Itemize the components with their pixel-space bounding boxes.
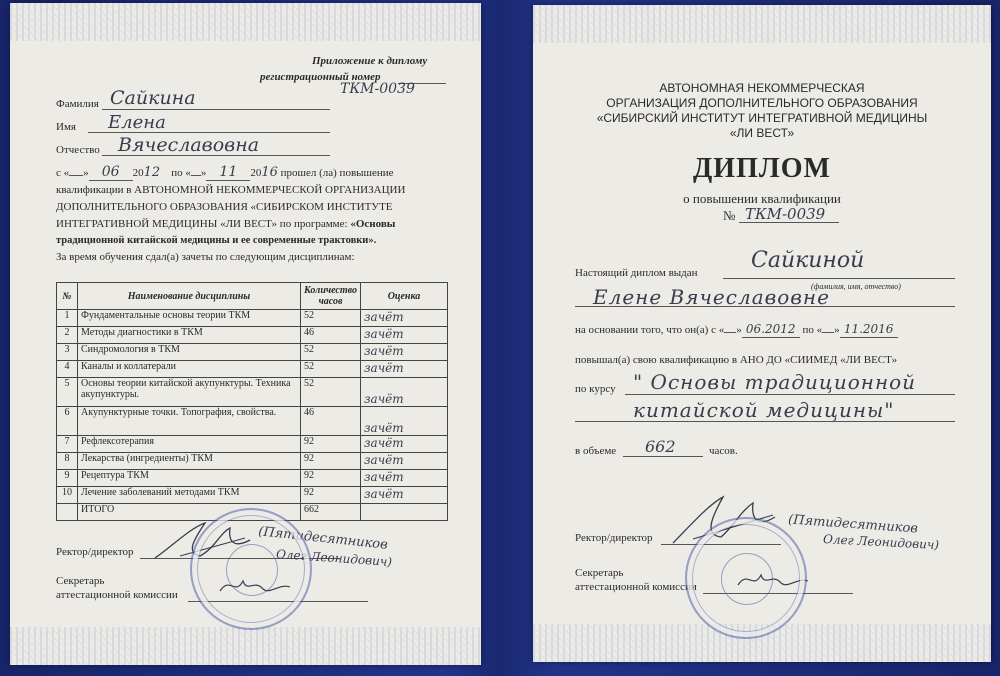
org-line-1: АВТОНОМНАЯ НЕКОММЕРЧЕСКАЯ — [659, 81, 865, 95]
course-name-line-1: " Основы традиционной — [633, 370, 917, 394]
table-row: 5 Основы теории китайской акупунктуры. Техника акупунктуры. 52 зачёт — [57, 378, 448, 407]
basis-text: на основании того, что он(а) с « — [575, 324, 725, 336]
table-row: 3 Синдромология в ТКМ 52 зачёт — [57, 344, 448, 361]
table-row: 8 Лекарства (ингредиенты) ТКМ 92 зачёт — [57, 453, 448, 470]
exams-intro: За время обучения сдал(а) зачеты по следующим дисциплинам: — [56, 251, 355, 263]
rector-label: Ректор/директор — [56, 546, 134, 558]
issued-surname: Сайкиной — [751, 248, 865, 273]
program-title-part2: традиционной китайской медицины и ее современные трактовки». — [56, 235, 377, 246]
table-row: 7 Рефлексотерапия 92 зачёт — [57, 436, 448, 453]
rector-label: Ректор/директор — [575, 532, 653, 544]
secretary-label: Секретарь — [56, 575, 105, 587]
patronymic-label: Отчество — [56, 144, 100, 156]
body-line-3: ИНТЕГРАТИВНОЙ МЕДИЦИНЫ «ЛИ ВЕСТ» по программе: — [56, 218, 348, 230]
name-label: Имя — [56, 121, 76, 133]
passed-text: прошел (ла) повышение — [280, 167, 394, 179]
table-row: 9 Рецептура ТКМ 92 зачёт — [57, 470, 448, 487]
name-value: Елена — [108, 112, 166, 133]
appendix-page: Приложение к диплому регистрационный номер ТКМ-0039 Фамилия Сайкина Имя Елена Отчество Вячеславовна с « » 06 2012 по « » 11 2016 прошел (ла) повышение квалификации в АВТОНОМНОЙ НЕКОММЕРЧЕСКОЙ ОРГАНИЗАЦИИ ДОПОЛНИТЕЛЬНОГО ОБРАЗОВАНИЯ «СИБИРСКОМ ИНСТИТУТЕ ИНТЕГРАТИВНОЙ МЕДИЦИНЫ «ЛИ ВЕСТ» по программе: «Основы традиционной китайской медицины и ее современные трактовки». За время обучения сдал(а) зачеты по следующим дисциплинам: № Наименование дисциплины Количество часов Оценка 1 Фундаментальные основы теории ТКМ 52 зачёт 2 Методы диагностики в ТКМ 46 зачёт 3 Синдромология в ТКМ 52 зачёт 4 Каналы и коллатерали 52 зачёт 5 Основы теории китайской акупунктуры. Техника акупунктуры. 52 зачёт 6 Акупунктурные точки. Топография, свойства. 46 зачёт 7 Рефлексотерапия 92 зачёт 8 Лекарства (ингредиенты) ТКМ 92 зачёт 9 Рецептура ТКМ 92 зачёт 10 Лечение заболеваний методами ТКМ 92 зачёт ИТОГО 662 Ректор/директор (Пятидесятников Олег Леонидович) Секретарь аттестационной комиссии — [10, 3, 481, 665]
to-date: 11.2016 — [843, 322, 894, 336]
disciplines-table — [56, 282, 448, 521]
diploma-title: ДИПЛОМ — [693, 153, 831, 184]
patronymic-value: Вячеславовна — [118, 134, 260, 156]
table-header-row — [57, 283, 448, 310]
program-title-part1: «Основы — [350, 218, 396, 230]
table-row: 1 Фундаментальные основы теории ТКМ 52 зачёт — [57, 310, 448, 327]
rector-signature-name-2: Олег Леонидович) — [275, 546, 393, 570]
from-year: 12 — [143, 165, 161, 180]
volume-label: в объеме — [575, 445, 617, 457]
rector-signature-name-2: Олег Леонидович) — [822, 531, 940, 553]
hours-label: часов. — [709, 445, 738, 457]
fio-hint: (фамилия, имя, отчество) — [811, 282, 901, 291]
ornament-border-top — [533, 5, 991, 43]
table-row: 6 Акупунктурные точки. Топография, свойства. 46 зачёт — [57, 407, 448, 436]
diploma-number: ТКМ-0039 — [745, 205, 826, 223]
course-label: по курсу — [575, 383, 616, 395]
org-line-3: «СИБИРСКИЙ ИНСТИТУТ ИНТЕГРАТИВНОЙ МЕДИЦИНЫ — [596, 111, 928, 125]
to-year: 16 — [261, 165, 278, 180]
reg-number-label: регистрационный номер — [260, 71, 381, 83]
ornament-border-bottom — [10, 627, 481, 665]
period-prefix: с « — [56, 167, 70, 179]
rector-signature-name: (Пятидесятников — [257, 524, 389, 553]
col-hours: Количество часов — [301, 283, 361, 310]
table-row: 10 Лечение заболеваний методами ТКМ 92 зачёт — [57, 487, 448, 504]
number-label: № — [723, 208, 736, 223]
body-line-1: квалификации в АВТОНОМНОЙ НЕКОММЕРЧЕСКОЙ ОРГАНИЗАЦИИ — [56, 184, 406, 196]
ornament-border-top — [10, 3, 481, 41]
org-line-2: ОРГАНИЗАЦИЯ ДОПОЛНИТЕЛЬНОГО ОБРАЗОВАНИЯ — [606, 96, 918, 110]
official-seal-stamp — [685, 517, 807, 639]
commission-label: аттестационной комиссии — [575, 581, 697, 593]
volume-value: 662 — [645, 437, 676, 456]
issued-label: Настоящий диплом выдан — [575, 267, 698, 279]
diploma-subtitle: о повышении квалификации — [683, 191, 841, 206]
from-month: 06 — [101, 164, 120, 180]
secretary-label: Секретарь — [575, 567, 624, 579]
col-grade: Оценка — [361, 283, 448, 310]
col-number: № — [57, 283, 78, 310]
official-seal-stamp — [190, 508, 312, 630]
diploma-page: АВТОНОМНАЯ НЕКОММЕРЧЕСКАЯ ОРГАНИЗАЦИЯ ДОПОЛНИТЕЛЬНОГО ОБРАЗОВАНИЯ «СИБИРСКИЙ ИНСТИТУТ ИНТЕГРАТИВНОЙ МЕДИЦИНЫ «ЛИ ВЕСТ» ДИПЛОМ о повышении квалификации № ТКМ-0039 Настоящий диплом выдан Сайкиной (фамилия, имя, отчество) Елене Вячеславовне на основании того, что он(а) с « » 06.2012 по « » 11.2016 повышал(а) свою квалификацию в АНО ДО «СИИМЕД «ЛИ ВЕСТ» по курсу " Основы традиционной китайской медицины" в объеме 662 часов. Ректор/директор (Пятидесятников Олег Леонидович) Секретарь аттестационной комиссии — [533, 5, 991, 662]
rector-signature-name: (Пятидесятников — [787, 512, 919, 537]
org-line-4: «ЛИ ВЕСТ» — [729, 126, 795, 140]
table-row: 2 Методы диагностики в ТКМ 46 зачёт — [57, 327, 448, 344]
table-total-row: ИТОГО 662 — [57, 504, 448, 521]
course-name-line-2: китайской медицины" — [633, 398, 895, 422]
surname-label: Фамилия — [56, 98, 99, 110]
issued-name: Елене Вячеславовне — [593, 285, 830, 309]
to-month: 11 — [219, 164, 238, 180]
col-discipline: Наименование дисциплины — [78, 283, 301, 310]
appendix-heading: Приложение к диплому — [312, 55, 428, 67]
body-line-2: ДОПОЛНИТЕЛЬНОГО ОБРАЗОВАНИЯ «СИБИРСКОМ ИНСТИТУТЕ — [56, 201, 393, 213]
from-date: 06.2012 — [745, 322, 796, 336]
table-row: 4 Каналы и коллатерали 52 зачёт — [57, 361, 448, 378]
surname-value: Сайкина — [110, 87, 196, 109]
reg-number-value: ТКМ-0039 — [340, 81, 415, 97]
raised-qualification-text: повышал(а) свою квалификацию в АНО ДО «СИИМЕД «ЛИ ВЕСТ» — [575, 354, 898, 366]
commission-label: аттестационной комиссии — [56, 589, 178, 601]
